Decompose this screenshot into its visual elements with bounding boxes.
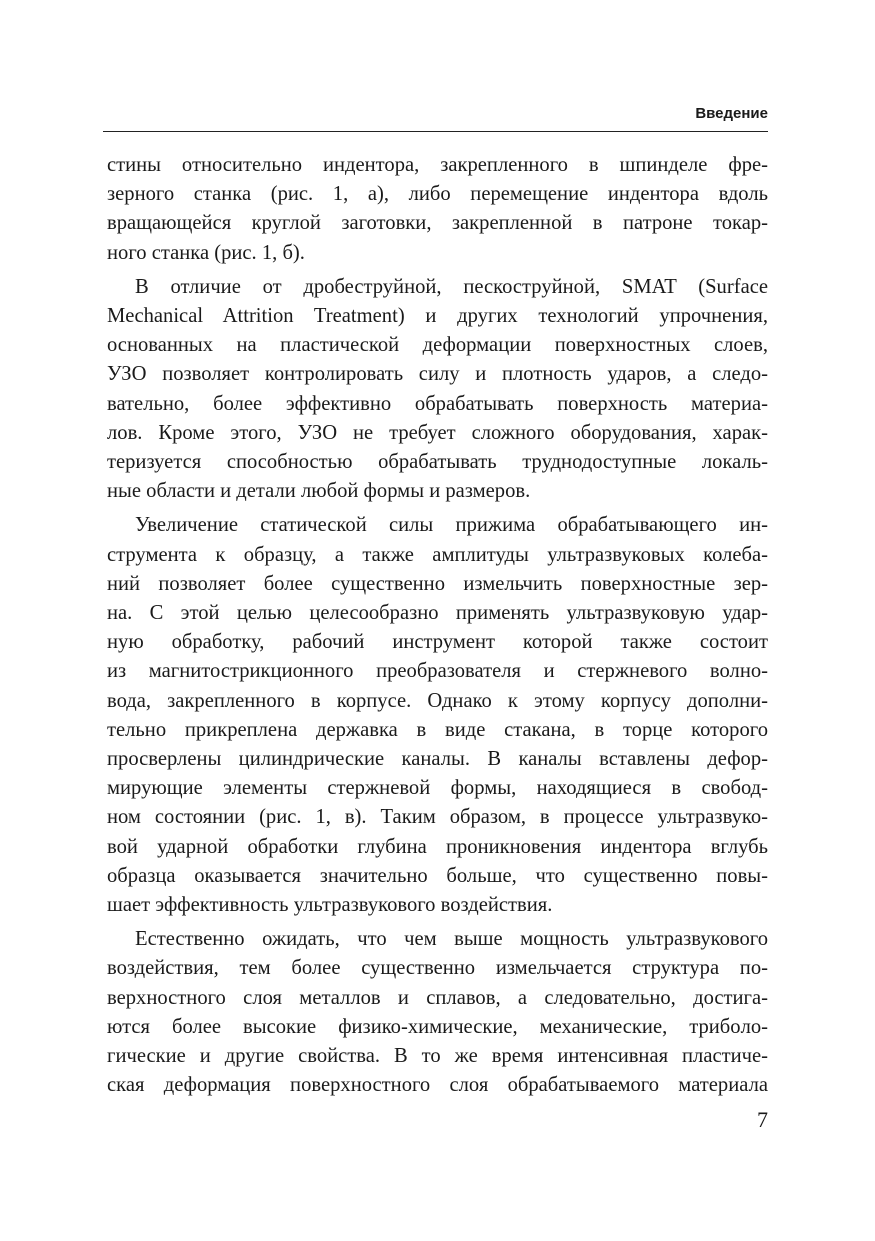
text-line: вращающейся круглой заготовки, закрепленной в патроне токар-: [107, 212, 768, 235]
text-line: образца оказывается значительно больше, что существенно повы-: [107, 864, 768, 887]
text-line: основанных на пластической деформации поверхностных слоев,: [107, 334, 768, 357]
text-line: лов. Кроме этого, УЗО не требует сложного оборудования, харак-: [107, 421, 768, 444]
text-line: теризуется способностью обрабатывать труднодоступные локаль-: [107, 451, 768, 474]
paragraph-3: [107, 511, 768, 920]
text-line: Увеличение статической силы прижима обрабатывающего ин-: [135, 514, 768, 537]
text-line: вательно, более эффективно обрабатывать поверхность материа-: [107, 392, 768, 415]
paragraph-2: [107, 273, 768, 507]
text-line: Mechanical Attrition Treatment) и других технологий упрочнения,: [107, 305, 768, 328]
text-line: шает эффективность ультразвукового воздействия.: [107, 894, 553, 917]
running-header-title: Введение: [695, 105, 768, 122]
body-text: [107, 151, 768, 1101]
paragraph-4: [107, 925, 768, 1100]
text-line: из магнитострикционного преобразователя и стержневого волно-: [107, 660, 768, 683]
text-line: просверлены цилиндрические каналы. В каналы вставлены дефор-: [107, 748, 768, 771]
text-line: тельно прикреплена державка в виде стакана, в торце которого: [107, 718, 768, 741]
text-line: ном состоянии (рис. 1, в). Таким образом, в процессе ультразвуко-: [107, 806, 768, 829]
text-line: ются более высокие физико-химические, механические, трибoло-: [107, 1015, 768, 1038]
text-line: вода, закрепленного в корпусе. Однако к этому корпусу дополни-: [107, 689, 768, 712]
text-line: на. С этой целью целесообразно применять ультразвуковую удар-: [107, 602, 768, 625]
text-line: ного станка (рис. 1, б).: [107, 241, 305, 264]
text-line: В отличие от дробеструйной, пескоструйной, SMAT (Surface: [135, 275, 768, 298]
text-line: ную обработку, рабочий инструмент которой также состоит: [107, 631, 768, 654]
text-line: стины относительно индентора, закрепленного в шпинделе фре-: [107, 154, 768, 176]
paragraph-1: [107, 151, 768, 268]
text-line: гические и другие свойства. В то же время интенсивная пластиче-: [107, 1045, 768, 1068]
text-line: верхностного слоя металлов и сплавов, а следовательно, достига-: [107, 986, 768, 1009]
text-line: мирующие элементы стержневой формы, находящиеся в свобод-: [107, 777, 768, 800]
text-line: вой ударной обработки глубина проникновения индентора вглубь: [107, 835, 768, 858]
page-number: 7: [757, 1107, 768, 1132]
text-line: Естественно ожидать, что чем выше мощность ультразвукового: [135, 928, 768, 951]
text-line: УЗО позволяет контролировать силу и плотность ударов, а следо-: [107, 363, 768, 386]
text-line: ний позволяет более существенно измельчить поверхностные зер-: [107, 572, 768, 595]
text-line: зерного станка (рис. 1, а), либо перемещение индентора вдоль: [107, 183, 768, 206]
text-line: струмента к образцу, а также амплитуды ультразвуковых колеба-: [107, 543, 768, 566]
text-line: воздействия, тем более существенно измельчается структура по-: [107, 957, 768, 980]
header-rule: [103, 131, 768, 132]
text-line: ская деформация поверхностного слоя обрабатываемого материала: [107, 1074, 768, 1097]
text-line: ные области и детали любой формы и размеров.: [107, 480, 531, 503]
